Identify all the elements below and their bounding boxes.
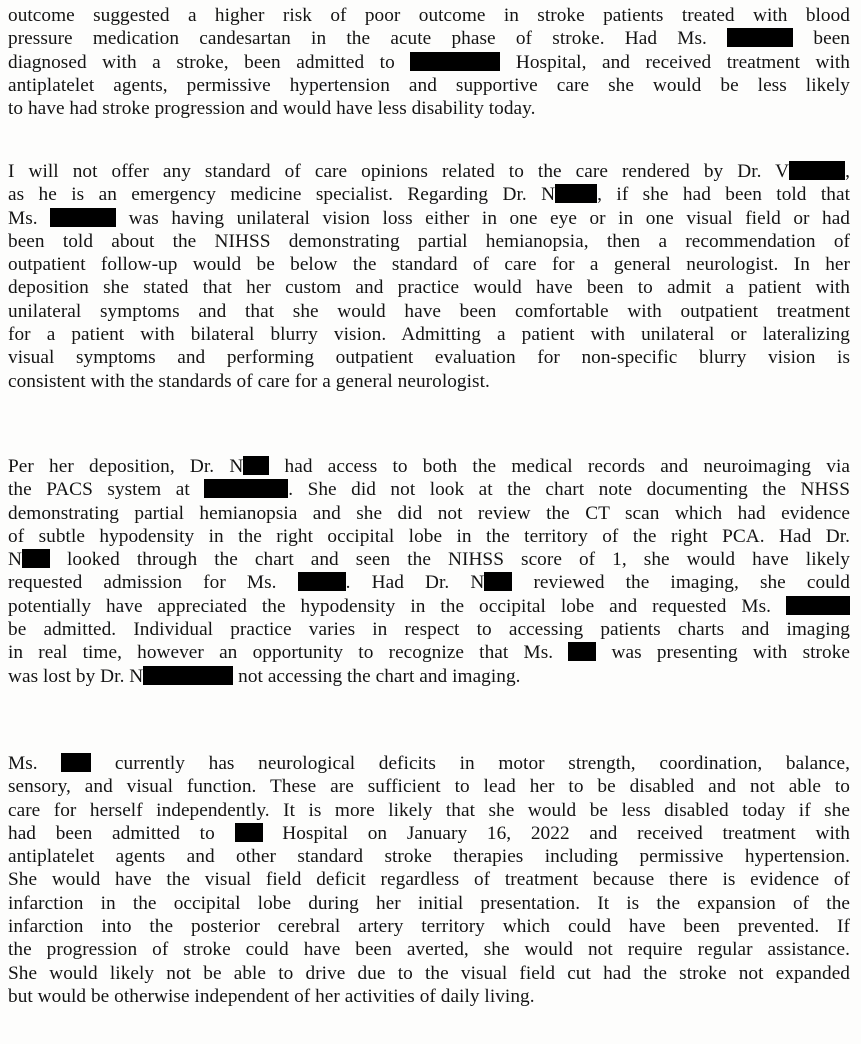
text-line: antiplatelet agents and other standard stroke therapies including permissive hypertension. — [8, 846, 850, 868]
text-line: outcome suggested a higher risk of poor outcome in stroke patients treated with blood — [8, 5, 850, 26]
redaction-bar — [484, 572, 512, 591]
redaction-bar — [410, 52, 500, 71]
text-line: be admitted. Individual practice varies in respect to accessing patients charts and imaging — [8, 619, 850, 641]
text-line: N looked through the chart and seen the NIHSS score of 1, she would have likely — [8, 549, 850, 571]
text-line: I will not offer any standard of care opinions related to the care rendered by Dr. V , — [8, 161, 850, 182]
text-line: She would likely not be able to drive due to the visual field cut had the stroke not expanded — [8, 962, 850, 984]
redaction-bar — [235, 823, 263, 842]
text-line: infarction in the occipital lobe during her initial presentation. It is the expansion of the — [8, 892, 850, 914]
text-line: outpatient follow-up would be below the standard of care for a general neurologist. In her — [8, 254, 850, 276]
text-line: for a patient with bilateral blurry vision. Admitting a patient with unilateral or lateralizing — [8, 324, 850, 346]
text-line: in real time, however an opportunity to recognize that Ms. was presenting with stroke — [8, 642, 850, 664]
redaction-bar — [204, 479, 288, 498]
redaction-bar — [22, 549, 50, 568]
paragraph-2 — [8, 160, 850, 393]
text-line: antiplatelet agents, permissive hypertension and supportive care she would be less likely — [8, 74, 850, 96]
text-line: consistent with the standards of care for a general neurologist. — [8, 370, 490, 392]
text-line: Per her deposition, Dr. N had access to both the medical records and neuroimaging via — [8, 456, 850, 477]
text-line: was lost by Dr. N not accessing the chart and imaging. — [8, 665, 521, 687]
text-line: as he is an emergency medicine specialist. Regarding Dr. N , if she had been told that — [8, 184, 851, 206]
text-line: She would have the visual field deficit regardless of treatment because there is evidence of — [8, 869, 850, 891]
redaction-bar — [61, 753, 91, 772]
redaction-bar — [789, 161, 845, 180]
text-line: of subtle hypodensity in the right occipital lobe in the territory of the right PCA. Had Dr. — [8, 525, 850, 547]
paragraph-3 — [8, 455, 850, 688]
redaction-bar — [243, 456, 269, 475]
text-line: demonstrating partial hemianopsia and she did not review the CT scan which had evidence — [8, 502, 850, 524]
text-line: visual symptoms and performing outpatient evaluation for non-specific blurry vision is — [8, 347, 850, 369]
text-line: potentially have appreciated the hypodensity in the occipital lobe and requested Ms. — [8, 595, 850, 618]
text-line: the progression of stroke could have been averted, she would not require regular assistance. — [8, 939, 850, 961]
redaction-bar — [298, 572, 346, 591]
text-line: pressure medication candesartan in the acute phase of stroke. Had Ms. been — [8, 28, 850, 50]
text-line: unilateral symptoms and that she would have been comfortable with outpatient treatment — [8, 300, 850, 322]
paragraph-4 — [8, 752, 850, 1008]
redaction-bar — [727, 28, 793, 47]
text-line: been told about the NIHSS demonstrating partial hemianopsia, then a recommendation of — [8, 230, 850, 252]
text-line: had been admitted to Hospital on January 16, 2022 and received treatment with — [8, 822, 850, 844]
redaction-bar — [555, 184, 597, 203]
text-line: Ms. was having unilateral vision loss either in one eye or in one visual field or had — [8, 207, 850, 229]
text-line: care for herself independently. It is more likely that she would be less disabled today if she — [8, 799, 850, 821]
paragraph-1 — [8, 4, 850, 120]
text-line: requested admission for Ms. . Had Dr. N reviewed the imaging, she could — [8, 572, 850, 594]
text-line: infarction into the posterior cerebral artery territory which could have been prevented. If — [8, 916, 850, 938]
text-line: but would be otherwise independent of her activities of daily living. — [8, 985, 535, 1007]
redaction-bar — [568, 642, 596, 661]
redaction-bar — [143, 666, 233, 685]
text-line: the PACS system at . She did not look at the chart note documenting the NHSS — [8, 479, 850, 501]
redaction-bar — [50, 208, 116, 227]
text-line: sensory, and visual function. These are sufficient to lead her to be disabled and not able to — [8, 776, 850, 798]
text-line: Ms. currently has neurological deficits in motor strength, coordination, balance, — [8, 753, 850, 774]
text-line: diagnosed with a stroke, been admitted to Hospital, and received treatment with — [8, 51, 850, 73]
redaction-bar — [786, 596, 850, 615]
text-line: to have had stroke progression and would have less disability today. — [8, 98, 536, 120]
text-line: deposition she stated that her custom and practice would have been to admit a patient with — [8, 277, 850, 299]
